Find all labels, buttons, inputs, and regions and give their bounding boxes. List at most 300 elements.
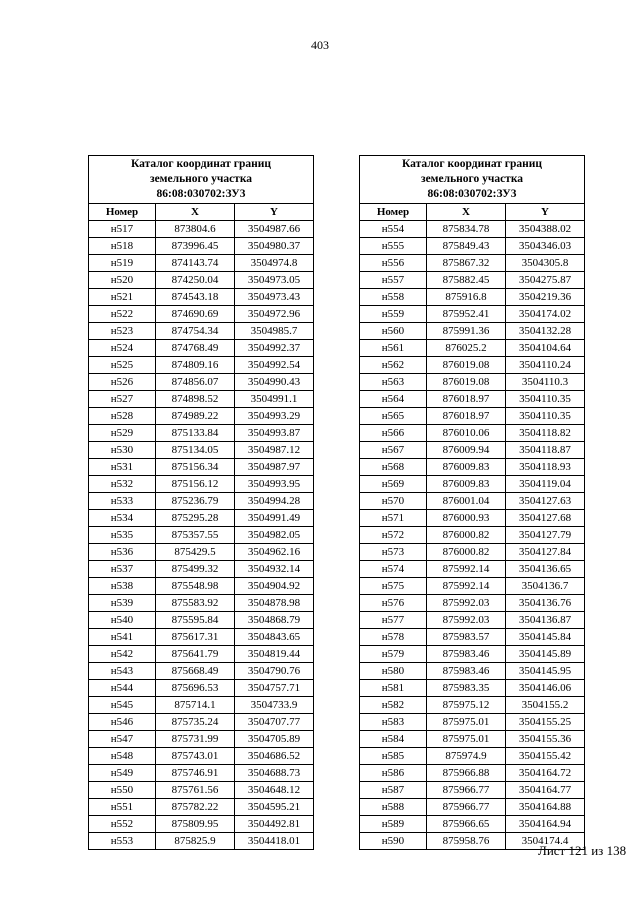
x-coordinate-cell: 875156.34 xyxy=(156,459,235,476)
table-row xyxy=(360,714,585,731)
x-coordinate-cell: 875617.31 xyxy=(156,629,235,646)
point-number-cell: н582 xyxy=(360,697,427,714)
coordinate-catalog-table-right xyxy=(359,155,585,850)
x-coordinate-cell: 875583.92 xyxy=(156,595,235,612)
x-coordinate-cell: 875668.49 xyxy=(156,663,235,680)
y-coordinate-cell: 3504174.02 xyxy=(506,306,585,323)
point-number-cell: н580 xyxy=(360,663,427,680)
point-number-cell: н568 xyxy=(360,459,427,476)
y-coordinate-cell: 3504990.43 xyxy=(235,374,314,391)
y-coordinate-cell: 3504974.8 xyxy=(235,255,314,272)
y-coordinate-cell: 3504155.25 xyxy=(506,714,585,731)
x-coordinate-cell: 875992.14 xyxy=(427,561,506,578)
x-coordinate-cell: 875499.32 xyxy=(156,561,235,578)
table-row xyxy=(89,272,314,289)
point-number-cell: н540 xyxy=(89,612,156,629)
table-row xyxy=(89,561,314,578)
point-number-cell: н553 xyxy=(89,833,156,850)
x-coordinate-cell: 875966.77 xyxy=(427,799,506,816)
point-number-cell: н559 xyxy=(360,306,427,323)
x-coordinate-cell: 875641.79 xyxy=(156,646,235,663)
table-row xyxy=(89,697,314,714)
point-number-cell: н576 xyxy=(360,595,427,612)
table-row xyxy=(360,731,585,748)
x-coordinate-cell: 875916.8 xyxy=(427,289,506,306)
column-header-number: Номер xyxy=(360,204,427,221)
table-row xyxy=(89,833,314,850)
y-coordinate-cell: 3504987.12 xyxy=(235,442,314,459)
table-title-line: Каталог координат границ xyxy=(130,158,272,170)
x-coordinate-cell: 876019.08 xyxy=(427,357,506,374)
y-coordinate-cell: 3504155.42 xyxy=(506,748,585,765)
table-row xyxy=(89,527,314,544)
table-row xyxy=(360,561,585,578)
table-title xyxy=(360,156,585,204)
y-coordinate-cell: 3504868.79 xyxy=(235,612,314,629)
table-row xyxy=(89,391,314,408)
table-row xyxy=(89,578,314,595)
point-number-cell: н563 xyxy=(360,374,427,391)
point-number-cell: н570 xyxy=(360,493,427,510)
y-coordinate-cell: 3504164.94 xyxy=(506,816,585,833)
table-row xyxy=(360,442,585,459)
y-coordinate-cell: 3504164.77 xyxy=(506,782,585,799)
point-number-cell: н522 xyxy=(89,306,156,323)
point-number-cell: н579 xyxy=(360,646,427,663)
table-row xyxy=(89,340,314,357)
x-coordinate-cell: 873996.45 xyxy=(156,238,235,255)
table-row xyxy=(89,425,314,442)
table-row xyxy=(360,527,585,544)
point-number-cell: н518 xyxy=(89,238,156,255)
table-title-line: 86:08:030702:ЗУ3 xyxy=(427,188,517,200)
table-row xyxy=(89,816,314,833)
y-coordinate-cell: 3504174.4 xyxy=(506,833,585,850)
y-coordinate-cell: 3504155.36 xyxy=(506,731,585,748)
x-coordinate-cell: 875983.46 xyxy=(427,663,506,680)
y-coordinate-cell: 3504164.88 xyxy=(506,799,585,816)
y-coordinate-cell: 3504136.7 xyxy=(506,578,585,595)
table-row xyxy=(360,765,585,782)
y-coordinate-cell: 3504973.05 xyxy=(235,272,314,289)
x-coordinate-cell: 874143.74 xyxy=(156,255,235,272)
y-coordinate-cell: 3504992.37 xyxy=(235,340,314,357)
y-coordinate-cell: 3504992.54 xyxy=(235,357,314,374)
x-coordinate-cell: 875429.5 xyxy=(156,544,235,561)
table-row xyxy=(360,272,585,289)
x-coordinate-cell: 874989.22 xyxy=(156,408,235,425)
y-coordinate-cell: 3504994.28 xyxy=(235,493,314,510)
x-coordinate-cell: 875743.01 xyxy=(156,748,235,765)
y-coordinate-cell: 3504118.82 xyxy=(506,425,585,442)
table-row xyxy=(89,493,314,510)
point-number-cell: н574 xyxy=(360,561,427,578)
table-row xyxy=(360,357,585,374)
x-coordinate-cell: 873804.6 xyxy=(156,221,235,238)
y-coordinate-cell: 3504388.02 xyxy=(506,221,585,238)
point-number-cell: н547 xyxy=(89,731,156,748)
y-coordinate-cell: 3504119.04 xyxy=(506,476,585,493)
point-number-cell: н564 xyxy=(360,391,427,408)
table-row xyxy=(360,595,585,612)
sheet-footer: Лист 121 из 138 xyxy=(538,843,627,858)
x-coordinate-cell: 875548.98 xyxy=(156,578,235,595)
y-coordinate-cell: 3504104.64 xyxy=(506,340,585,357)
point-number-cell: н562 xyxy=(360,357,427,374)
point-number-cell: н521 xyxy=(89,289,156,306)
y-coordinate-cell: 3504346.03 xyxy=(506,238,585,255)
x-coordinate-cell: 874898.52 xyxy=(156,391,235,408)
point-number-cell: н525 xyxy=(89,357,156,374)
table-title-line: Каталог координат границ xyxy=(401,158,543,170)
x-coordinate-cell: 875834.78 xyxy=(427,221,506,238)
table-row xyxy=(360,476,585,493)
y-coordinate-cell: 3504686.52 xyxy=(235,748,314,765)
point-number-cell: н541 xyxy=(89,629,156,646)
table-body xyxy=(360,221,585,850)
table-row xyxy=(360,510,585,527)
point-number-cell: н589 xyxy=(360,816,427,833)
x-coordinate-cell: 875992.14 xyxy=(427,578,506,595)
y-coordinate-cell: 3504110.35 xyxy=(506,408,585,425)
table-row xyxy=(360,782,585,799)
x-coordinate-cell: 875236.79 xyxy=(156,493,235,510)
table-row xyxy=(360,323,585,340)
point-number-cell: н565 xyxy=(360,408,427,425)
point-number-cell: н538 xyxy=(89,578,156,595)
y-coordinate-cell: 3504155.2 xyxy=(506,697,585,714)
y-coordinate-cell: 3504136.65 xyxy=(506,561,585,578)
column-header-x: X xyxy=(427,204,506,221)
x-coordinate-cell: 874768.49 xyxy=(156,340,235,357)
x-coordinate-cell: 875849.43 xyxy=(427,238,506,255)
x-coordinate-cell: 875867.32 xyxy=(427,255,506,272)
y-coordinate-cell: 3504904.92 xyxy=(235,578,314,595)
x-coordinate-cell: 875966.65 xyxy=(427,816,506,833)
table-row xyxy=(89,408,314,425)
x-coordinate-cell: 876009.83 xyxy=(427,476,506,493)
table-row xyxy=(360,255,585,272)
point-number-cell: н572 xyxy=(360,527,427,544)
table-row xyxy=(89,238,314,255)
point-number-cell: н586 xyxy=(360,765,427,782)
y-coordinate-cell: 3504819.44 xyxy=(235,646,314,663)
x-coordinate-cell: 876001.04 xyxy=(427,493,506,510)
x-coordinate-cell: 876000.82 xyxy=(427,527,506,544)
x-coordinate-cell: 875983.57 xyxy=(427,629,506,646)
point-number-cell: н550 xyxy=(89,782,156,799)
point-number-cell: н545 xyxy=(89,697,156,714)
table-row xyxy=(89,663,314,680)
point-number-cell: н546 xyxy=(89,714,156,731)
table-row xyxy=(360,408,585,425)
y-coordinate-cell: 3504127.68 xyxy=(506,510,585,527)
x-coordinate-cell: 875952.41 xyxy=(427,306,506,323)
y-coordinate-cell: 3504145.95 xyxy=(506,663,585,680)
y-coordinate-cell: 3504688.73 xyxy=(235,765,314,782)
x-coordinate-cell: 874809.16 xyxy=(156,357,235,374)
point-number-cell: н535 xyxy=(89,527,156,544)
x-coordinate-cell: 876009.94 xyxy=(427,442,506,459)
table-row xyxy=(360,816,585,833)
y-coordinate-cell: 3504843.65 xyxy=(235,629,314,646)
y-coordinate-cell: 3504648.12 xyxy=(235,782,314,799)
table-title-line: земельного участка xyxy=(420,173,524,185)
x-coordinate-cell: 875134.05 xyxy=(156,442,235,459)
point-number-cell: н584 xyxy=(360,731,427,748)
x-coordinate-cell: 875975.12 xyxy=(427,697,506,714)
table-row xyxy=(360,748,585,765)
x-coordinate-cell: 875714.1 xyxy=(156,697,235,714)
table-row xyxy=(360,340,585,357)
y-coordinate-cell: 3504127.79 xyxy=(506,527,585,544)
table-row xyxy=(89,544,314,561)
y-coordinate-cell: 3504973.43 xyxy=(235,289,314,306)
point-number-cell: н577 xyxy=(360,612,427,629)
x-coordinate-cell: 875761.56 xyxy=(156,782,235,799)
column-header-number: Номер xyxy=(89,204,156,221)
y-coordinate-cell: 3504145.89 xyxy=(506,646,585,663)
point-number-cell: н567 xyxy=(360,442,427,459)
point-number-cell: н558 xyxy=(360,289,427,306)
point-number-cell: н587 xyxy=(360,782,427,799)
x-coordinate-cell: 874250.04 xyxy=(156,272,235,289)
x-coordinate-cell: 875696.53 xyxy=(156,680,235,697)
y-coordinate-cell: 3504987.97 xyxy=(235,459,314,476)
table-row xyxy=(360,697,585,714)
y-coordinate-cell: 3504991.49 xyxy=(235,510,314,527)
table-row xyxy=(360,374,585,391)
table-row xyxy=(360,221,585,238)
point-number-cell: н534 xyxy=(89,510,156,527)
y-coordinate-cell: 3504972.96 xyxy=(235,306,314,323)
table-row xyxy=(89,306,314,323)
table-row xyxy=(89,782,314,799)
x-coordinate-cell: 875974.9 xyxy=(427,748,506,765)
table-row xyxy=(89,459,314,476)
x-coordinate-cell: 876009.83 xyxy=(427,459,506,476)
x-coordinate-cell: 874754.34 xyxy=(156,323,235,340)
x-coordinate-cell: 875731.99 xyxy=(156,731,235,748)
table-row xyxy=(360,493,585,510)
point-number-cell: н531 xyxy=(89,459,156,476)
y-coordinate-cell: 3504982.05 xyxy=(235,527,314,544)
x-coordinate-cell: 876000.82 xyxy=(427,544,506,561)
table-row xyxy=(89,629,314,646)
table-row xyxy=(360,612,585,629)
y-coordinate-cell: 3504993.87 xyxy=(235,425,314,442)
point-number-cell: н517 xyxy=(89,221,156,238)
y-coordinate-cell: 3504993.29 xyxy=(235,408,314,425)
x-coordinate-cell: 875992.03 xyxy=(427,595,506,612)
x-coordinate-cell: 875966.88 xyxy=(427,765,506,782)
y-coordinate-cell: 3504962.16 xyxy=(235,544,314,561)
table-row xyxy=(360,680,585,697)
point-number-cell: н528 xyxy=(89,408,156,425)
table-row xyxy=(89,442,314,459)
y-coordinate-cell: 3504757.71 xyxy=(235,680,314,697)
x-coordinate-cell: 875735.24 xyxy=(156,714,235,731)
y-coordinate-cell: 3504705.89 xyxy=(235,731,314,748)
x-coordinate-cell: 876010.06 xyxy=(427,425,506,442)
x-coordinate-cell: 876025.2 xyxy=(427,340,506,357)
point-number-cell: н524 xyxy=(89,340,156,357)
point-number-cell: н552 xyxy=(89,816,156,833)
table-row xyxy=(360,629,585,646)
point-number-cell: н590 xyxy=(360,833,427,850)
y-coordinate-cell: 3504136.87 xyxy=(506,612,585,629)
y-coordinate-cell: 3504305.8 xyxy=(506,255,585,272)
x-coordinate-cell: 875975.01 xyxy=(427,731,506,748)
coordinate-catalog-table-left xyxy=(88,155,314,850)
table-row xyxy=(89,799,314,816)
column-header-y: Y xyxy=(235,204,314,221)
table-row xyxy=(360,289,585,306)
y-coordinate-cell: 3504136.76 xyxy=(506,595,585,612)
x-coordinate-cell: 875782.22 xyxy=(156,799,235,816)
y-coordinate-cell: 3504275.87 xyxy=(506,272,585,289)
point-number-cell: н529 xyxy=(89,425,156,442)
x-coordinate-cell: 874856.07 xyxy=(156,374,235,391)
table-row xyxy=(89,646,314,663)
x-coordinate-cell: 875295.28 xyxy=(156,510,235,527)
table-row xyxy=(360,578,585,595)
y-coordinate-cell: 3504145.84 xyxy=(506,629,585,646)
y-coordinate-cell: 3504993.95 xyxy=(235,476,314,493)
table-row xyxy=(89,255,314,272)
x-coordinate-cell: 875991.36 xyxy=(427,323,506,340)
point-number-cell: н571 xyxy=(360,510,427,527)
point-number-cell: н527 xyxy=(89,391,156,408)
table-row xyxy=(89,714,314,731)
table-row xyxy=(360,425,585,442)
x-coordinate-cell: 875357.55 xyxy=(156,527,235,544)
table-title-line: 86:08:030702:ЗУ3 xyxy=(156,188,246,200)
point-number-cell: н539 xyxy=(89,595,156,612)
point-number-cell: н555 xyxy=(360,238,427,255)
x-coordinate-cell: 875595.84 xyxy=(156,612,235,629)
y-coordinate-cell: 3504110.3 xyxy=(506,374,585,391)
x-coordinate-cell: 876018.97 xyxy=(427,391,506,408)
point-number-cell: н548 xyxy=(89,748,156,765)
x-coordinate-cell: 875809.95 xyxy=(156,816,235,833)
point-number-cell: н532 xyxy=(89,476,156,493)
point-number-cell: н519 xyxy=(89,255,156,272)
table-row xyxy=(89,731,314,748)
point-number-cell: н520 xyxy=(89,272,156,289)
y-coordinate-cell: 3504418.01 xyxy=(235,833,314,850)
point-number-cell: н537 xyxy=(89,561,156,578)
table-row xyxy=(360,306,585,323)
table-row xyxy=(360,646,585,663)
table-row xyxy=(89,765,314,782)
y-coordinate-cell: 3504118.93 xyxy=(506,459,585,476)
point-number-cell: н551 xyxy=(89,799,156,816)
x-coordinate-cell: 875983.35 xyxy=(427,680,506,697)
point-number-cell: н556 xyxy=(360,255,427,272)
point-number-cell: н561 xyxy=(360,340,427,357)
y-coordinate-cell: 3504790.76 xyxy=(235,663,314,680)
x-coordinate-cell: 875746.91 xyxy=(156,765,235,782)
point-number-cell: н543 xyxy=(89,663,156,680)
table-row xyxy=(360,544,585,561)
y-coordinate-cell: 3504110.35 xyxy=(506,391,585,408)
y-coordinate-cell: 3504146.06 xyxy=(506,680,585,697)
y-coordinate-cell: 3504127.84 xyxy=(506,544,585,561)
table-row xyxy=(89,221,314,238)
point-number-cell: н554 xyxy=(360,221,427,238)
point-number-cell: н536 xyxy=(89,544,156,561)
x-coordinate-cell: 875983.46 xyxy=(427,646,506,663)
y-coordinate-cell: 3504878.98 xyxy=(235,595,314,612)
y-coordinate-cell: 3504219.36 xyxy=(506,289,585,306)
table-row xyxy=(89,357,314,374)
y-coordinate-cell: 3504987.66 xyxy=(235,221,314,238)
table-title-line: земельного участка xyxy=(149,173,253,185)
table-row xyxy=(89,323,314,340)
y-coordinate-cell: 3504164.72 xyxy=(506,765,585,782)
point-number-cell: н557 xyxy=(360,272,427,289)
x-coordinate-cell: 876018.97 xyxy=(427,408,506,425)
y-coordinate-cell: 3504932.14 xyxy=(235,561,314,578)
page-number: 403 xyxy=(311,38,329,52)
y-coordinate-cell: 3504110.24 xyxy=(506,357,585,374)
table-row xyxy=(89,289,314,306)
point-number-cell: н523 xyxy=(89,323,156,340)
y-coordinate-cell: 3504127.63 xyxy=(506,493,585,510)
point-number-cell: н544 xyxy=(89,680,156,697)
y-coordinate-cell: 3504733.9 xyxy=(235,697,314,714)
point-number-cell: н583 xyxy=(360,714,427,731)
column-header-x: X xyxy=(156,204,235,221)
x-coordinate-cell: 875156.12 xyxy=(156,476,235,493)
point-number-cell: н549 xyxy=(89,765,156,782)
x-coordinate-cell: 874543.18 xyxy=(156,289,235,306)
x-coordinate-cell: 876000.93 xyxy=(427,510,506,527)
y-coordinate-cell: 3504492.81 xyxy=(235,816,314,833)
table-row xyxy=(360,391,585,408)
x-coordinate-cell: 875825.9 xyxy=(156,833,235,850)
point-number-cell: н578 xyxy=(360,629,427,646)
table-row xyxy=(89,595,314,612)
x-coordinate-cell: 876019.08 xyxy=(427,374,506,391)
point-number-cell: н575 xyxy=(360,578,427,595)
point-number-cell: н566 xyxy=(360,425,427,442)
point-number-cell: н542 xyxy=(89,646,156,663)
table-row xyxy=(89,476,314,493)
table-row xyxy=(360,459,585,476)
point-number-cell: н533 xyxy=(89,493,156,510)
point-number-cell: н585 xyxy=(360,748,427,765)
table-row xyxy=(89,680,314,697)
point-number-cell: н560 xyxy=(360,323,427,340)
y-coordinate-cell: 3504980.37 xyxy=(235,238,314,255)
point-number-cell: н526 xyxy=(89,374,156,391)
point-number-cell: н588 xyxy=(360,799,427,816)
x-coordinate-cell: 875958.76 xyxy=(427,833,506,850)
point-number-cell: н569 xyxy=(360,476,427,493)
column-header-y: Y xyxy=(506,204,585,221)
table-row xyxy=(360,238,585,255)
x-coordinate-cell: 875975.01 xyxy=(427,714,506,731)
table-row xyxy=(360,663,585,680)
x-coordinate-cell: 875992.03 xyxy=(427,612,506,629)
table-title xyxy=(89,156,314,204)
y-coordinate-cell: 3504707.77 xyxy=(235,714,314,731)
table-body xyxy=(89,221,314,850)
point-number-cell: н573 xyxy=(360,544,427,561)
y-coordinate-cell: 3504595.21 xyxy=(235,799,314,816)
